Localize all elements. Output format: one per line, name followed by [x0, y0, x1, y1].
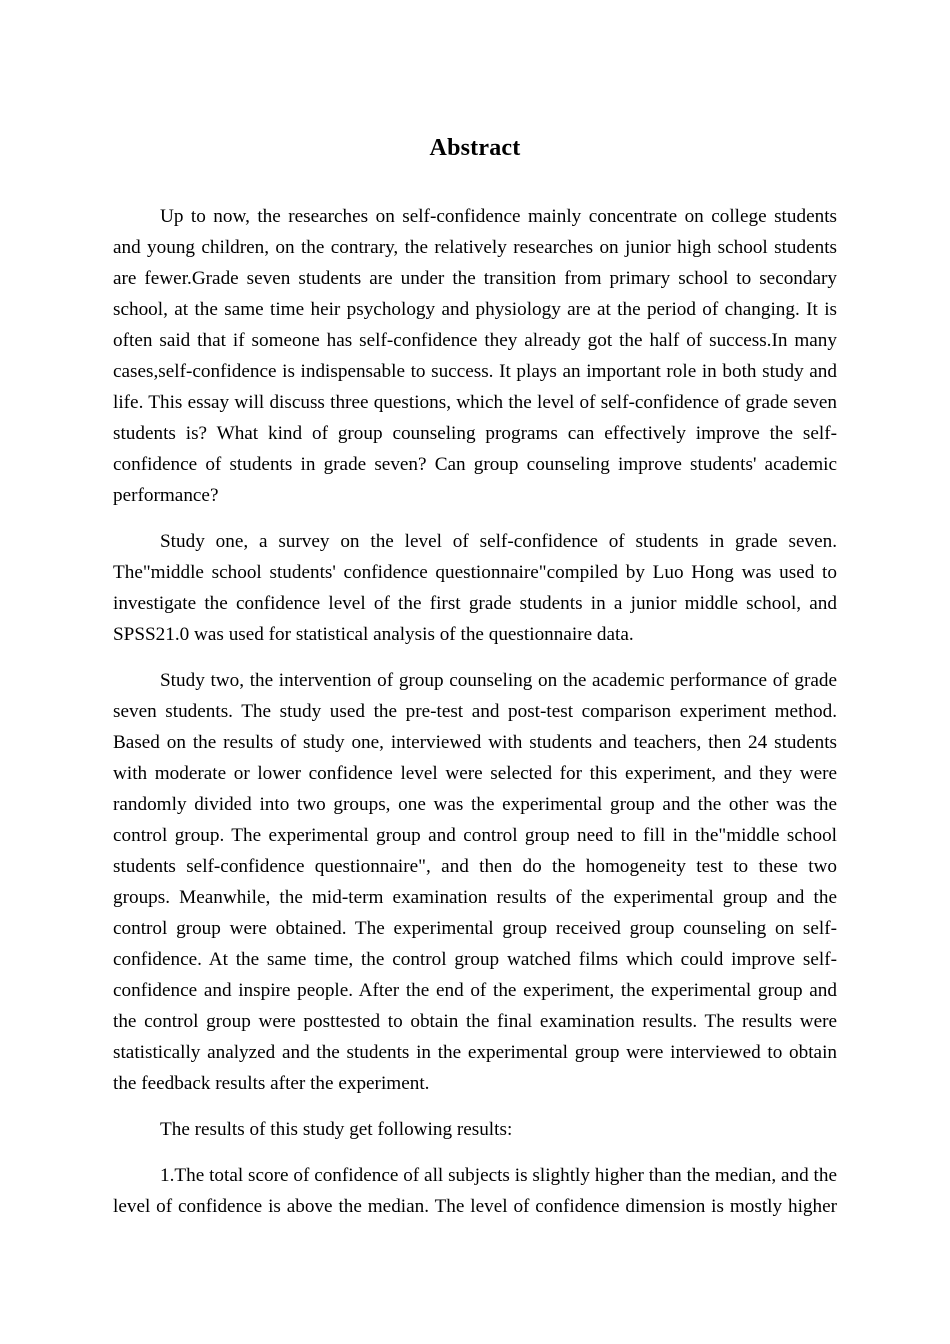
paragraph-5: 1.The total score of confidence of all subjects is slightly higher than the median, and the level of confidence is above the median. The level of confidence dimension is mostly higher	[113, 1165, 837, 1217]
paragraph-4: The results of this study get following results:	[160, 1119, 513, 1140]
paragraph-2: Study one, a survey on the level of self-confidence of students in grade seven. The"middle school students' confidence questionnaire"compiled by Luo Hong was used to investigate the confidence level of the first grade students in a junior middle school, and SPSS21.0 was used for statistical analysis of the questionnaire data.	[113, 531, 837, 645]
paragraph-1: Up to now, the researches on self-confidence mainly concentrate on college students and young children, on the contrary, the relatively researches on junior high school students are fewer.Grade seven students are under the transition from primary school to secondary school, at the same time heir psychology and physiology are at the period of changing. It is often said that if someone has self-confidence they already got the half of success.In many cases,self-confidence is indispensable to success. It plays an important role in both study and life. This essay will discuss three questions, which the level of self-confidence of grade seven students is? What kind of group counseling programs can effectively improve the self-confidence of students in grade seven? Can group counseling improve students' academic performance?	[113, 206, 837, 506]
page-title: Abstract	[429, 135, 521, 161]
page-content	[113, 0, 837, 1222]
abstract-body	[113, 201, 837, 1222]
paragraph-3: Study two, the intervention of group counseling on the academic performance of grade seven students. The study used the pre-test and post-test comparison experiment method. Based on the results of study one, interviewed with students and teachers, then 24 students with moderate or lower confidence level were selected for this experiment, and they were randomly divided into two groups, one was the experimental group and the other was the control group. The experimental group and control group need to fill in the"middle school students self-confidence questionnaire", and then do the homogeneity test to these two groups. Meanwhile, the mid-term examination results of the experimental group and the control group were obtained. The experimental group received group counseling on self-confidence. At the same time, the control group watched films which could improve self-confidence and inspire people. After the end of the experiment, the experimental group and the control group were posttested to obtain the final examination results. The results were statistically analyzed and the students in the experimental group were interviewed to obtain the feedback results after the experiment.	[113, 670, 837, 1094]
